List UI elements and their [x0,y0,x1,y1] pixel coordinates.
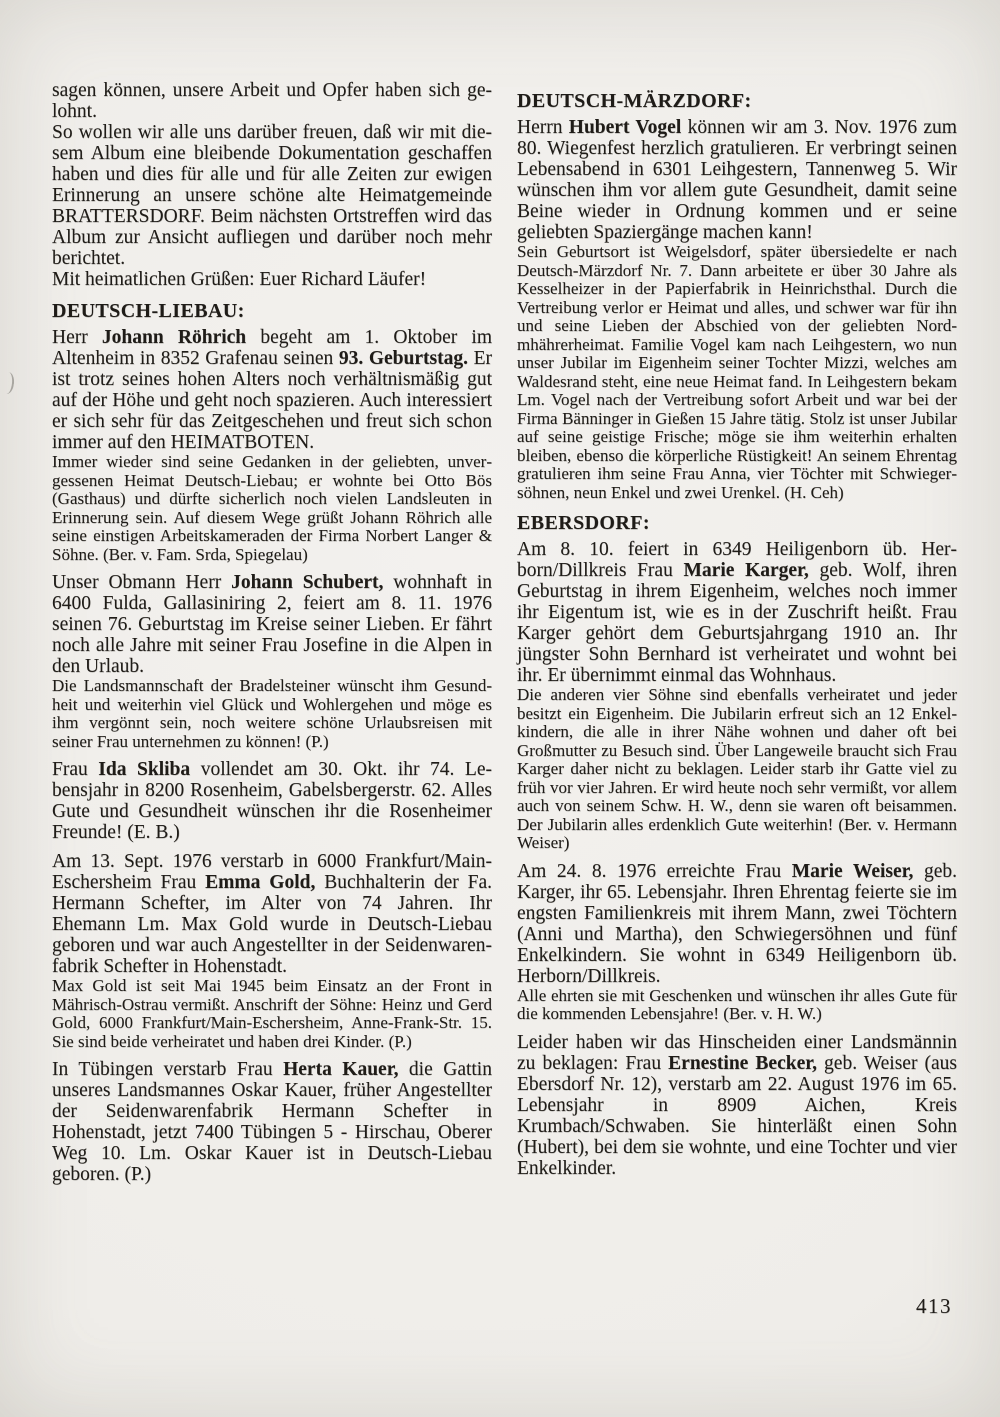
paragraph [517,686,957,853]
bold-name-run: Hubert Vogel [568,117,682,138]
text-run: Unser Obmann Herr [52,572,232,593]
left-column [52,80,492,1193]
paragraph [517,987,957,1024]
bold-name-run: Johann Schubert, [231,572,384,593]
text-run: sagen können, unsere Arbeit und Opfer haben sich gelohnt. [52,80,492,122]
text-run: Am 24. 8. 1976 erreichte Frau [517,860,792,882]
text-run: Mit heimatlichen Grüßen: Euer Richard Läufer! [52,269,427,290]
bold-name-run: Emma Gold, [205,872,316,893]
paragraph [517,243,957,502]
paragraph [52,80,492,122]
text-run: Am 8. 10. feiert in 6349 Heiligenborn üb. Herborn/Dillkreis Frau [517,539,957,581]
text-run: Er ist trotz seines hohen Alters noch verhältnismäßig gut auf der Höhe und geht noch spazieren. Auch interessiert er sich sehr für das Zeitgeschehen und freut sich schon immer auf den HEIMATBOTEN. [52,348,492,453]
text-run: wohnhaft in 6400 Fulda, Gallasiniring 2, feiert am 8. 11. 1976 seinen 76. Geburtstag im Kreise seiner Lieben. Er fährt noch alle Jahre mit seiner Frau Josefine in die Alpen in den Urlaub. [52,572,492,677]
bold-name-run: Ernestine Becker, [668,1052,817,1074]
text-run: können wir am 3. Nov. 1976 zum 80. Wiegenfest herzlich gratulieren. Er verbringt seinen Lebensabend in 6301 Leihgestern, Tannenweg 5. Wir wünschen ihm vor allem gute Gesundheit, damit seine Beine wieder in Ordnung kommen und er seine geliebten Spaziergänge machen kann! [517,117,957,243]
paragraph [52,677,492,751]
text-run: Sein Geburtsort ist Weigelsdorf, später übersiedelte er nach Deutsch-Märzdorf Nr. 7. Dann arbeitete er über 30 Jahre als Kesselheizer in der Papierfabrik in Heinrichsthal. Durch die Vertreibung verlor er Heimat und alles, und schwer war für ihn und seine Lieben der Abschied von der geliebten Nordmhährerheimat. Familie Vogel kam nach Leihgestern, wo nun unser Jubilar im Eigenheim seiner Tochter Mizzi, welches am Waldesrand steht, eine neue Heimat fand. In Leihgestern bekam Lm. Vogel nach der Vertreibung sofort Arbeit und war bei der Firma Bänninger in Gießen 15 Jahre tätig. Stolz ist unser Jubilar auf seine geistige Frische; möge sie ihm weiterhin erhalten bleiben, ebenso die körperliche Rüstigkeit! An seinem Ehrentag gratulieren ihm seine Frau Anna, vier Töchter mit Schwiegersöhnen, neun Enkel und zwei Urenkel. (H. Ceh) [517,242,957,502]
paragraph [517,1032,957,1179]
bold-name-run: Marie Weiser, [791,860,914,882]
text-run: Am 13. Sept. 1976 verstarb in 6000 Frankfurt/Main-Eschersheim Frau [52,851,492,893]
paragraph [52,977,492,1051]
paragraph [52,851,492,977]
paragraph [52,327,492,453]
paragraph [52,1059,492,1185]
paragraph [52,122,492,269]
paragraph [52,453,492,564]
paragraph [517,539,957,686]
text-run: Max Gold ist seit Mai 1945 beim Einsatz an der Front in Mährisch-Ostrau vermißt. Anschrift der Söhne: Heinz und Gerd Gold, 6000 Frankfurt/Main-Eschersheim, Anne-Frank-Str. 15. Sie sind beide verheiratet und haben drei Kinder. (P.) [52,976,492,1051]
bold-name-run: Ida Skliba [98,759,191,780]
bold-name-run: Herta Kauer, [283,1059,399,1080]
page-number: 413 [916,1294,952,1318]
text-run: die Gattin unseres Landsmannes Oskar Kauer, früher Angestellter der Seidenwarenfabrik Hermann Schefter in Hohenstadt, jetzt 7400 Tübingen 5 - Hirschau, Oberer Weg 10. Lm. Oskar Kauer ist in Deutsch-Liebau geboren. (P.) [52,1059,492,1185]
paragraph [517,861,957,987]
text-run: Leider haben wir das Hinscheiden einer Landsmännin zu beklagen: Frau [517,1031,957,1074]
text-run: Die Landsmannschaft der Bradelsteiner wünscht ihm Gesundheit und weiterhin viel Glück und Wohlergehen und möge es ihm vergönnt sein, noch weitere schöne Urlaubsreisen mit seiner Frau unternehmen zu können! (P.) [52,676,492,751]
section-heading: DEUTSCH-MÄRZDORF: [517,90,752,112]
text-run: Herr [52,327,102,348]
text-run: Buchhalterin der Fa. Hermann Schefter, im Alter von 74 Jahren. Ihr Ehemann Lm. Max Gold wurde in Deutsch-Liebau geboren und war auch Angestellter in der Seidenwarenfabrik Schefter in Hohenstadt. [52,872,492,977]
paragraph [52,572,492,677]
text-columns [52,80,957,1193]
text-run: Frau [52,759,99,780]
text-run: Herrn [517,117,569,138]
text-run: Alle ehrten sie mit Geschenken und wünschen ihr alles Gute für die kommenden Lebensjahre! (Ber. v. H. W.) [517,985,957,1023]
paragraph [52,759,492,843]
text-run: So wollen wir alle uns darüber freuen, daß wir mit diesem Album eine bleibende Dokumentation geschaffen haben und dies für alle und für alle Zeiten zur ewigen Erinnerung an unsere schöne alte Heimatgemeinde BRATTERSDORF. Beim nächsten Ortstreffen wird das Album zur Ansicht aufliegen und darüber noch mehr berichtet. [52,122,492,269]
text-run: In Tübingen verstarb Frau [52,1059,284,1080]
bold-name-run: Marie Karger, [683,560,809,581]
section-heading: EBERSDORF: [517,512,650,534]
right-column [517,80,957,1193]
text-run: Immer wieder sind seine Gedanken in der geliebten, unvergessenen Heimat Deutsch-Liebau; er wohnte bei Otto Bös (Gasthaus) und dürfte sicherlich noch vielen Landsleuten in Erinnerung sein. Auf diesem Wege grüßt Johann Röhrich alle seine einstigen Arbeitskameraden der Firma Norbert Langer & Söhne. (Ber. v. Fam. Srda, Spiegelau) [52,452,492,564]
bold-name-run: 93. Geburtstag. [338,348,468,369]
paragraph [52,269,492,290]
bold-name-run: Johann Röhrich [101,327,247,348]
text-run: geb. Wolf, ihren Geburtstag in ihrem Eigenheim, welches noch immer ihr Eigentum ist, wie es in der Zuschrift heißt. Frau Karger gehört dem Geburtsjahrgang 1910 an. Ihr jüngster Sohn Bernhard ist verheiratet und wohnt bei ihr. Er übernimmt einmal das Wohnhaus. [517,560,957,686]
text-run: begeht am 1. Oktober im Altenheim in 8352 Grafenau seinen [52,327,492,369]
text-run: Die anderen vier Söhne sind ebenfalls verheiratet und jeder besitzt ein Eigenheim. Die Jubilarin erfreut sich an 12 Enkelkindern, die alle in ihrer Nähe wohnen und daher oft bei Großmutter zu Besuch sind. Über Langeweile braucht sich Frau Karger daher nicht zu beklagen. Leider starb ihr Gatte viel zu früh vor vier Jahren. Er wird heute noch sehr vermißt, vor allem auch von seinem Schw. H. W., denn sie waren oft beisammen. Der Jubilarin alles erdenklich Gute weiterhin! (Ber. v. Hermann Weiser) [517,685,957,852]
text-run: vollendet am 30. Okt. ihr 74. Lebensjahr in 8200 Rosenheim, Gabelsbergerstr. 62. Alles Gute und Gesundheit wünschen ihr die Rosenheimer Freunde! (E. B.) [52,759,492,843]
section-heading: DEUTSCH-LIEBAU: [52,300,245,322]
text-run: geb. Karger, ihr 65. Lebensjahr. Ihren Ehrentag feierte sie im engsten Familienkreis mit ihrem Mann, zwei Töchtern (Anni und Martha), den Schwiegersöhnen und fünf Enkelkindern. Sie wohnt in 6349 Heiligenborn üb. Herborn/Dillkreis. [517,860,958,987]
text-run: geb. Weiser (aus Ebersdorf Nr. 12), verstarb am 22. August 1976 im 65. Lebensjahr in 8909 Aichen, Kreis Krumbach/Schwaben. Sie hinterläßt einen Sohn (Hubert), bei dem sie wohnte, und eine Tochter und vier Enkelkinder. [517,1052,958,1179]
paragraph [517,117,957,243]
